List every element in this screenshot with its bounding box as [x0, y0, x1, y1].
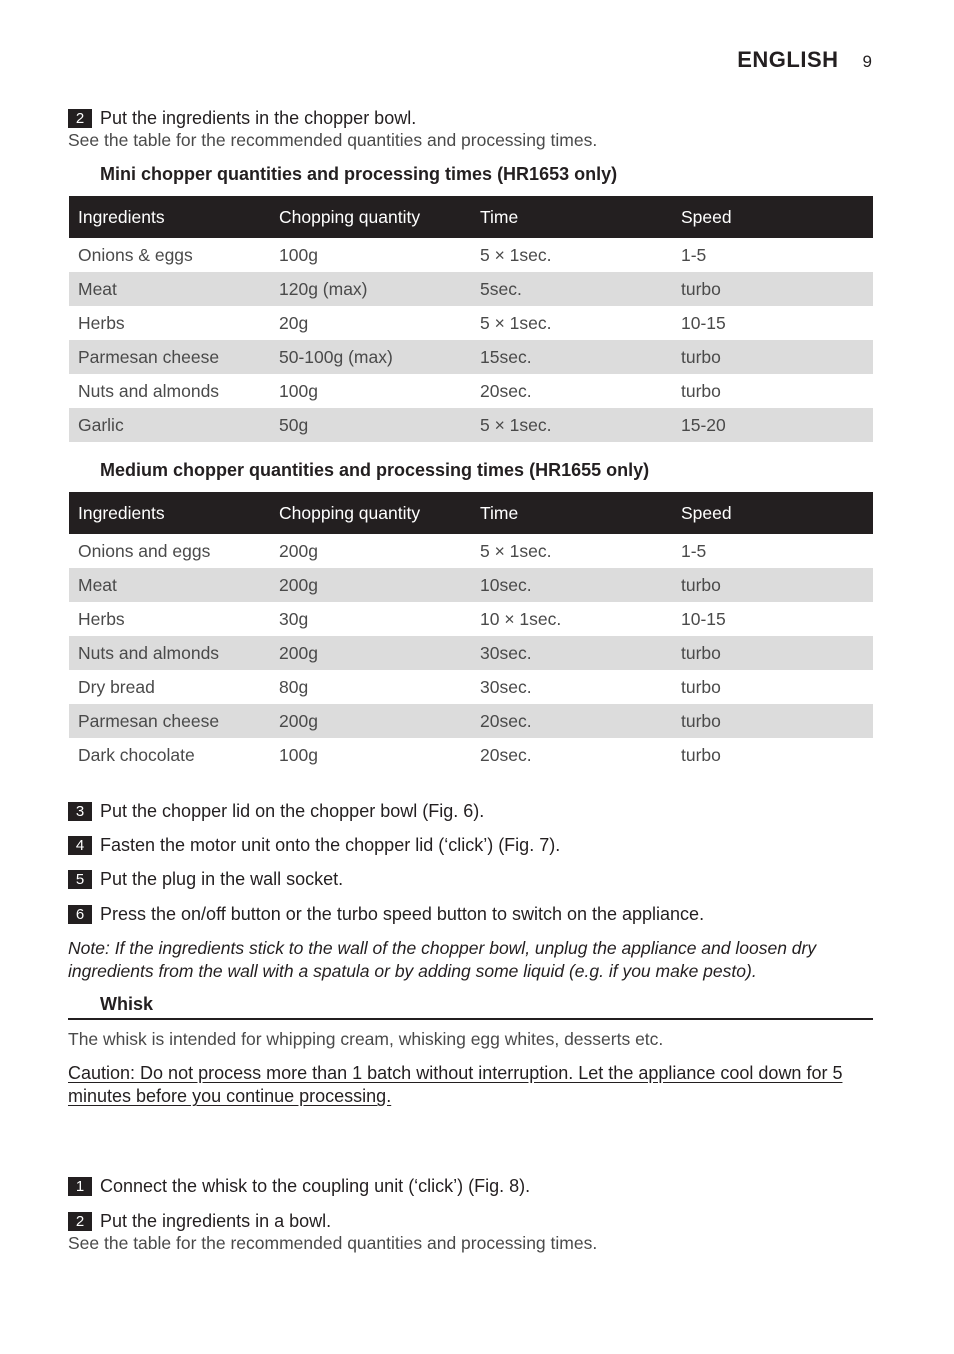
table-cell: Meat [69, 272, 270, 306]
table-cell: turbo [681, 380, 721, 401]
step-text: Put the ingredients in the chopper bowl. [100, 108, 417, 128]
step-number: 2 [68, 109, 92, 128]
step-number: 3 [68, 802, 92, 821]
table-cell: turbo [681, 676, 721, 697]
step-6-switch-on [68, 904, 704, 925]
table-cell: 50-100g (max) [270, 340, 471, 374]
table-cell: 5 × 1sec. [480, 244, 552, 265]
table-cell: 20g [279, 312, 309, 333]
table-cell: Nuts and almonds [69, 636, 270, 670]
table-cell: 10sec. [471, 568, 672, 602]
step-subtext: See the table for the recommended quantities and processing times. [68, 130, 598, 150]
table-cell: 5 × 1sec. [480, 540, 552, 561]
table-cell: 15-20 [672, 408, 873, 442]
table-cell: 100g [279, 244, 318, 265]
step-4-motor-unit [68, 835, 560, 856]
table-cell: 30sec. [480, 676, 532, 697]
whisk-step-1-connect [68, 1176, 530, 1197]
section-title: Whisk [100, 994, 154, 1014]
table-cell: turbo [672, 272, 873, 306]
step-number: 4 [68, 836, 92, 855]
table-cell: 200g [270, 568, 471, 602]
medium-chopper-table [69, 492, 873, 772]
table-row [69, 408, 873, 442]
whisk-section-heading [68, 994, 873, 1020]
table-row [69, 374, 873, 408]
table-cell: turbo [672, 340, 873, 374]
step-5-plug [68, 869, 343, 890]
step-2-put-ingredients [68, 108, 416, 129]
column-header: Speed [672, 492, 873, 534]
table-cell: Dry bread [78, 676, 155, 697]
table-cell: 5 × 1sec. [471, 408, 672, 442]
table-title-medium: Medium chopper quantities and processing times (HR1655 only) [100, 460, 650, 480]
step-number: 6 [68, 905, 92, 924]
table-cell: 20sec. [480, 380, 532, 401]
step-text: Put the plug in the wall socket. [100, 869, 344, 889]
table-cell: Parmesan cheese [69, 704, 270, 738]
table-cell: turbo [672, 568, 873, 602]
table-row [69, 272, 873, 306]
table-cell: Nuts and almonds [78, 380, 220, 401]
table-cell: 5 × 1sec. [480, 312, 552, 333]
caution-message: Caution: Do not process more than 1 batch without interruption. Let the appliance cool down for 5 minutes before you continue processing. [68, 1063, 843, 1106]
table-row [69, 636, 873, 670]
table-row [69, 670, 873, 704]
table-cell: turbo [672, 636, 873, 670]
caution-text [68, 1062, 868, 1108]
table-cell: 50g [270, 408, 471, 442]
table-cell: 20sec. [480, 744, 532, 765]
step-number: 2 [68, 1212, 92, 1231]
table-row [69, 534, 873, 568]
table-row [69, 602, 873, 636]
table-cell: Herbs [78, 608, 125, 629]
step-text: Connect the whisk to the coupling unit (‘click’) (Fig. 8). [100, 1176, 531, 1196]
table-cell: 10-15 [681, 608, 726, 629]
table-cell: Herbs [78, 312, 125, 333]
column-header: Ingredients [69, 492, 270, 534]
table-row [69, 738, 873, 772]
note-text: Note: If the ingredients stick to the wall of the chopper bowl, unplug the appliance and loosen dry ingredients from the wall with a spatula or by adding some liquid (e.g. if you make pesto). [68, 938, 817, 981]
table-cell: Dark chocolate [78, 744, 195, 765]
table-header-row [69, 196, 873, 238]
step-number: 1 [68, 1177, 92, 1196]
table-cell: 30g [279, 608, 309, 629]
page-number: 9 [862, 52, 872, 71]
column-header: Speed [672, 196, 873, 238]
table-cell: 5sec. [471, 272, 672, 306]
step-text: Put the ingredients in a bowl. [100, 1211, 332, 1231]
column-header: Chopping quantity [270, 492, 471, 534]
page-header [737, 47, 872, 73]
column-header: Time [471, 492, 672, 534]
table-cell: 200g [270, 704, 471, 738]
table-cell: 30sec. [471, 636, 672, 670]
whisk-intro: The whisk is intended for whipping cream, whisking egg whites, desserts etc. [68, 1029, 664, 1049]
table-cell: Onions & eggs [78, 244, 193, 265]
table-cell: Garlic [69, 408, 270, 442]
table-row [69, 306, 873, 340]
table-title-mini: Mini chopper quantities and processing times (HR1653 only) [100, 164, 618, 184]
table-row [69, 568, 873, 602]
table-cell: 1-5 [681, 540, 707, 561]
table-cell: 100g [279, 380, 318, 401]
table-cell: turbo [681, 744, 721, 765]
language-label: ENGLISH [737, 47, 839, 72]
table-cell: 80g [279, 676, 309, 697]
column-header: Time [471, 196, 672, 238]
step-subtext: See the table for the recommended quantities and processing times. [68, 1233, 598, 1253]
step-3-chopper-lid [68, 801, 484, 822]
table-cell: turbo [672, 704, 873, 738]
table-cell: 15sec. [471, 340, 672, 374]
table-cell: 20sec. [471, 704, 672, 738]
table-cell: 200g [279, 540, 318, 561]
table-row [69, 704, 873, 738]
column-header: Ingredients [69, 196, 270, 238]
table-cell: 10-15 [681, 312, 726, 333]
mini-chopper-table [69, 196, 873, 442]
table-cell: Onions and eggs [78, 540, 211, 561]
step-number: 5 [68, 870, 92, 889]
table-row [69, 340, 873, 374]
step-text: Fasten the motor unit onto the chopper lid (‘click’) (Fig. 7). [100, 835, 561, 855]
table-cell: 1-5 [681, 244, 707, 265]
table-cell: 120g (max) [270, 272, 471, 306]
table-cell: 100g [279, 744, 318, 765]
table-cell: 200g [270, 636, 471, 670]
table-header-row [69, 492, 873, 534]
table-row [69, 238, 873, 272]
table-cell: Parmesan cheese [69, 340, 270, 374]
whisk-step-2-ingredients [68, 1211, 331, 1232]
step-text: Press the on/off button or the turbo speed button to switch on the appliance. [100, 904, 705, 924]
step-text: Put the chopper lid on the chopper bowl (Fig. 6). [100, 801, 485, 821]
column-header: Chopping quantity [270, 196, 471, 238]
table-cell: 10 × 1sec. [480, 608, 562, 629]
table-cell: Meat [69, 568, 270, 602]
